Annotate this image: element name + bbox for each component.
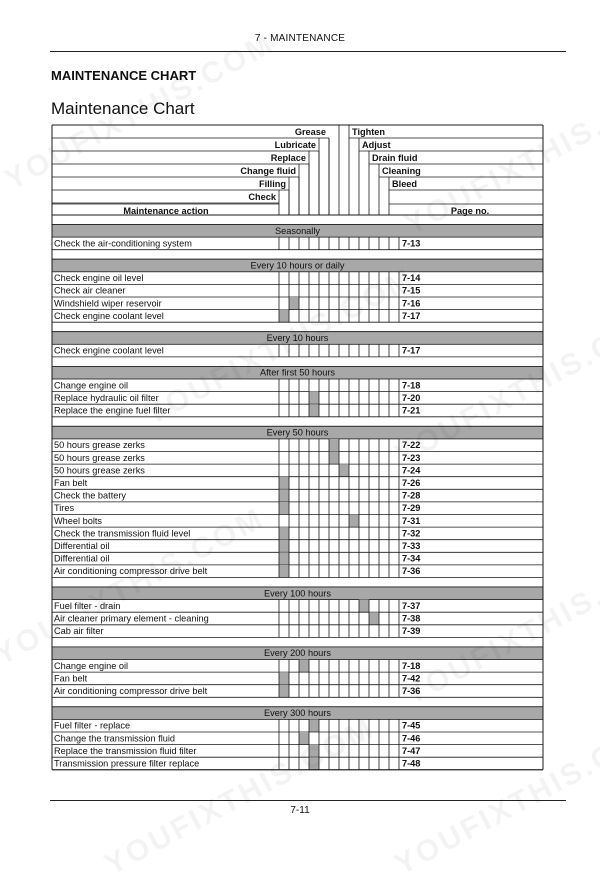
page-header: 7 - MAINTENANCE: [254, 33, 346, 44]
page-ref: 7-21: [402, 405, 421, 416]
maintenance-action: Wheel bolts: [54, 515, 103, 526]
mark-cell: [309, 719, 319, 732]
mark-cell: [309, 757, 319, 770]
page-no-header: Page no.: [450, 206, 490, 216]
column-label-tighten: Tighten: [352, 127, 386, 137]
page-ref: 7-46: [402, 733, 421, 744]
page-ref: 7-16: [402, 298, 421, 309]
mark-cell: [279, 477, 289, 490]
maintenance-action: Check the battery: [54, 490, 127, 501]
mark-cell: [309, 745, 319, 758]
maintenance-action: Fan belt: [54, 673, 88, 684]
mark-cell: [289, 297, 299, 310]
maintenance-action: Differential oil: [54, 541, 110, 551]
page-ref: 7-33: [402, 541, 421, 551]
group-header-title: Every 200 hours: [264, 648, 331, 659]
page-ref: 7-20: [402, 392, 421, 403]
page-ref: 7-45: [402, 720, 421, 731]
mark-cell: [279, 502, 289, 515]
maintenance-action: Differential oil: [54, 553, 110, 564]
group-header-title: Seasonally: [275, 225, 320, 236]
mark-cell: [369, 612, 379, 625]
page-number: 7-11: [290, 805, 310, 816]
group-header-title: Every 10 hours: [266, 333, 329, 343]
maintenance-action: 50 hours grease zerks: [54, 465, 145, 476]
page-ref: 7-36: [402, 686, 421, 696]
maintenance-action: Replace hydraulic oil filter: [54, 392, 159, 403]
page-ref: 7-29: [402, 503, 421, 514]
maintenance-action: 50 hours grease zerks: [54, 452, 145, 463]
maintenance-action: Windshield wiper reservoir: [54, 298, 162, 309]
column-label-lubricate: Lubricate: [274, 140, 316, 150]
maintenance-action: Change the transmission fluid: [54, 733, 176, 744]
column-label-check: Check: [248, 192, 276, 202]
page-ref: 7-17: [402, 310, 421, 321]
maintenance-action: Transmission pressure filter replace: [54, 758, 200, 769]
maintenance-action: Change engine oil: [54, 660, 129, 671]
page-ref: 7-18: [402, 660, 421, 671]
mark-cell: [279, 685, 289, 698]
maintenance-action: Fan belt: [54, 478, 88, 488]
page-ref: 7-32: [402, 528, 421, 539]
page-ref: 7-31: [402, 515, 421, 526]
group-header-title: Every 300 hours: [264, 708, 331, 719]
maintenance-action: Check air cleaner: [54, 285, 126, 296]
maintenance-action: Check the air-conditioning system: [54, 238, 192, 249]
mark-cell: [279, 552, 289, 565]
maintenance-action: Check engine oil level: [54, 273, 144, 284]
page-ref: 7-17: [402, 345, 421, 356]
column-label-filling: Filling: [258, 179, 286, 189]
page-ref: 7-38: [402, 613, 421, 624]
page-ref: 7-34: [402, 553, 421, 564]
mark-cell: [329, 439, 339, 452]
mark-cell: [309, 392, 319, 405]
mark-cell: [329, 452, 339, 465]
maintenance-action: Fuel filter - drain: [54, 600, 121, 611]
column-label-cleaning: Cleaning: [382, 166, 421, 176]
mark-cell: [279, 527, 289, 540]
maintenance-action: Replace the transmission fluid filter: [54, 745, 197, 756]
maintenance-action: Tires: [54, 503, 75, 514]
page-ref: 7-28: [402, 490, 421, 501]
page-ref: 7-37: [402, 600, 421, 611]
maintenance-action: Cab air filter: [54, 626, 104, 637]
page-ref: 7-39: [402, 626, 421, 637]
page-ref: 7-14: [402, 273, 421, 284]
group-header-title: Every 100 hours: [264, 588, 331, 599]
column-label-replace: Replace: [270, 153, 306, 163]
maintenance-action: Air cleaner primary element - cleaning: [54, 613, 209, 624]
page-ref: 7-47: [402, 745, 421, 756]
group-header-title: Every 50 hours: [266, 427, 329, 438]
maintenance-action: Check the transmission fluid level: [54, 528, 191, 539]
chart-title: Maintenance Chart: [51, 99, 195, 118]
section-title: MAINTENANCE CHART: [51, 68, 197, 83]
mark-cell: [279, 489, 289, 502]
column-label-change-fluid: Change fluid: [240, 166, 296, 176]
mark-cell: [279, 672, 289, 685]
column-label-bleed: Bleed: [392, 179, 418, 189]
mark-cell: [359, 600, 369, 613]
page-ref: 7-18: [402, 380, 421, 391]
mark-cell: [279, 540, 289, 553]
page-ref: 7-23: [402, 452, 421, 463]
maintenance-action: Replace the engine fuel filter: [54, 405, 171, 416]
mark-cell: [349, 515, 359, 528]
maintenance-action: Change engine oil: [54, 380, 129, 391]
page-ref: 7-26: [402, 478, 421, 488]
maintenance-action: 50 hours grease zerks: [54, 440, 145, 451]
maintenance-action: Air conditioning compressor drive belt: [54, 566, 208, 577]
page-ref: 7-48: [402, 758, 421, 769]
column-label-adjust: Adjust: [362, 140, 391, 150]
page-ref: 7-36: [402, 566, 421, 577]
column-label-drain-fluid: Drain fluid: [372, 153, 418, 163]
page-ref: 7-42: [402, 673, 421, 684]
mark-cell: [339, 464, 349, 477]
mark-cell: [279, 565, 289, 578]
maintenance-action-header: Maintenance action: [123, 206, 209, 216]
page-ref: 7-24: [402, 465, 421, 476]
mark-cell: [309, 404, 319, 417]
page-ref: 7-15: [402, 285, 421, 296]
maintenance-action: Air conditioning compressor drive belt: [54, 686, 208, 696]
maintenance-action: Check engine coolant level: [54, 310, 164, 321]
footer-rule: [50, 800, 566, 801]
maintenance-action: Fuel filter - replace: [54, 720, 131, 731]
column-label-grease: Grease: [294, 127, 326, 137]
page-ref: 7-13: [402, 238, 421, 249]
page-ref: 7-22: [402, 440, 421, 451]
mark-cell: [279, 310, 289, 323]
mark-cell: [299, 660, 309, 673]
maintenance-action: Check engine coolant level: [54, 345, 164, 356]
mark-cell: [299, 732, 309, 745]
group-header-title: Every 10 hours or daily: [250, 260, 345, 271]
group-header-title: After first 50 hours: [259, 367, 336, 378]
